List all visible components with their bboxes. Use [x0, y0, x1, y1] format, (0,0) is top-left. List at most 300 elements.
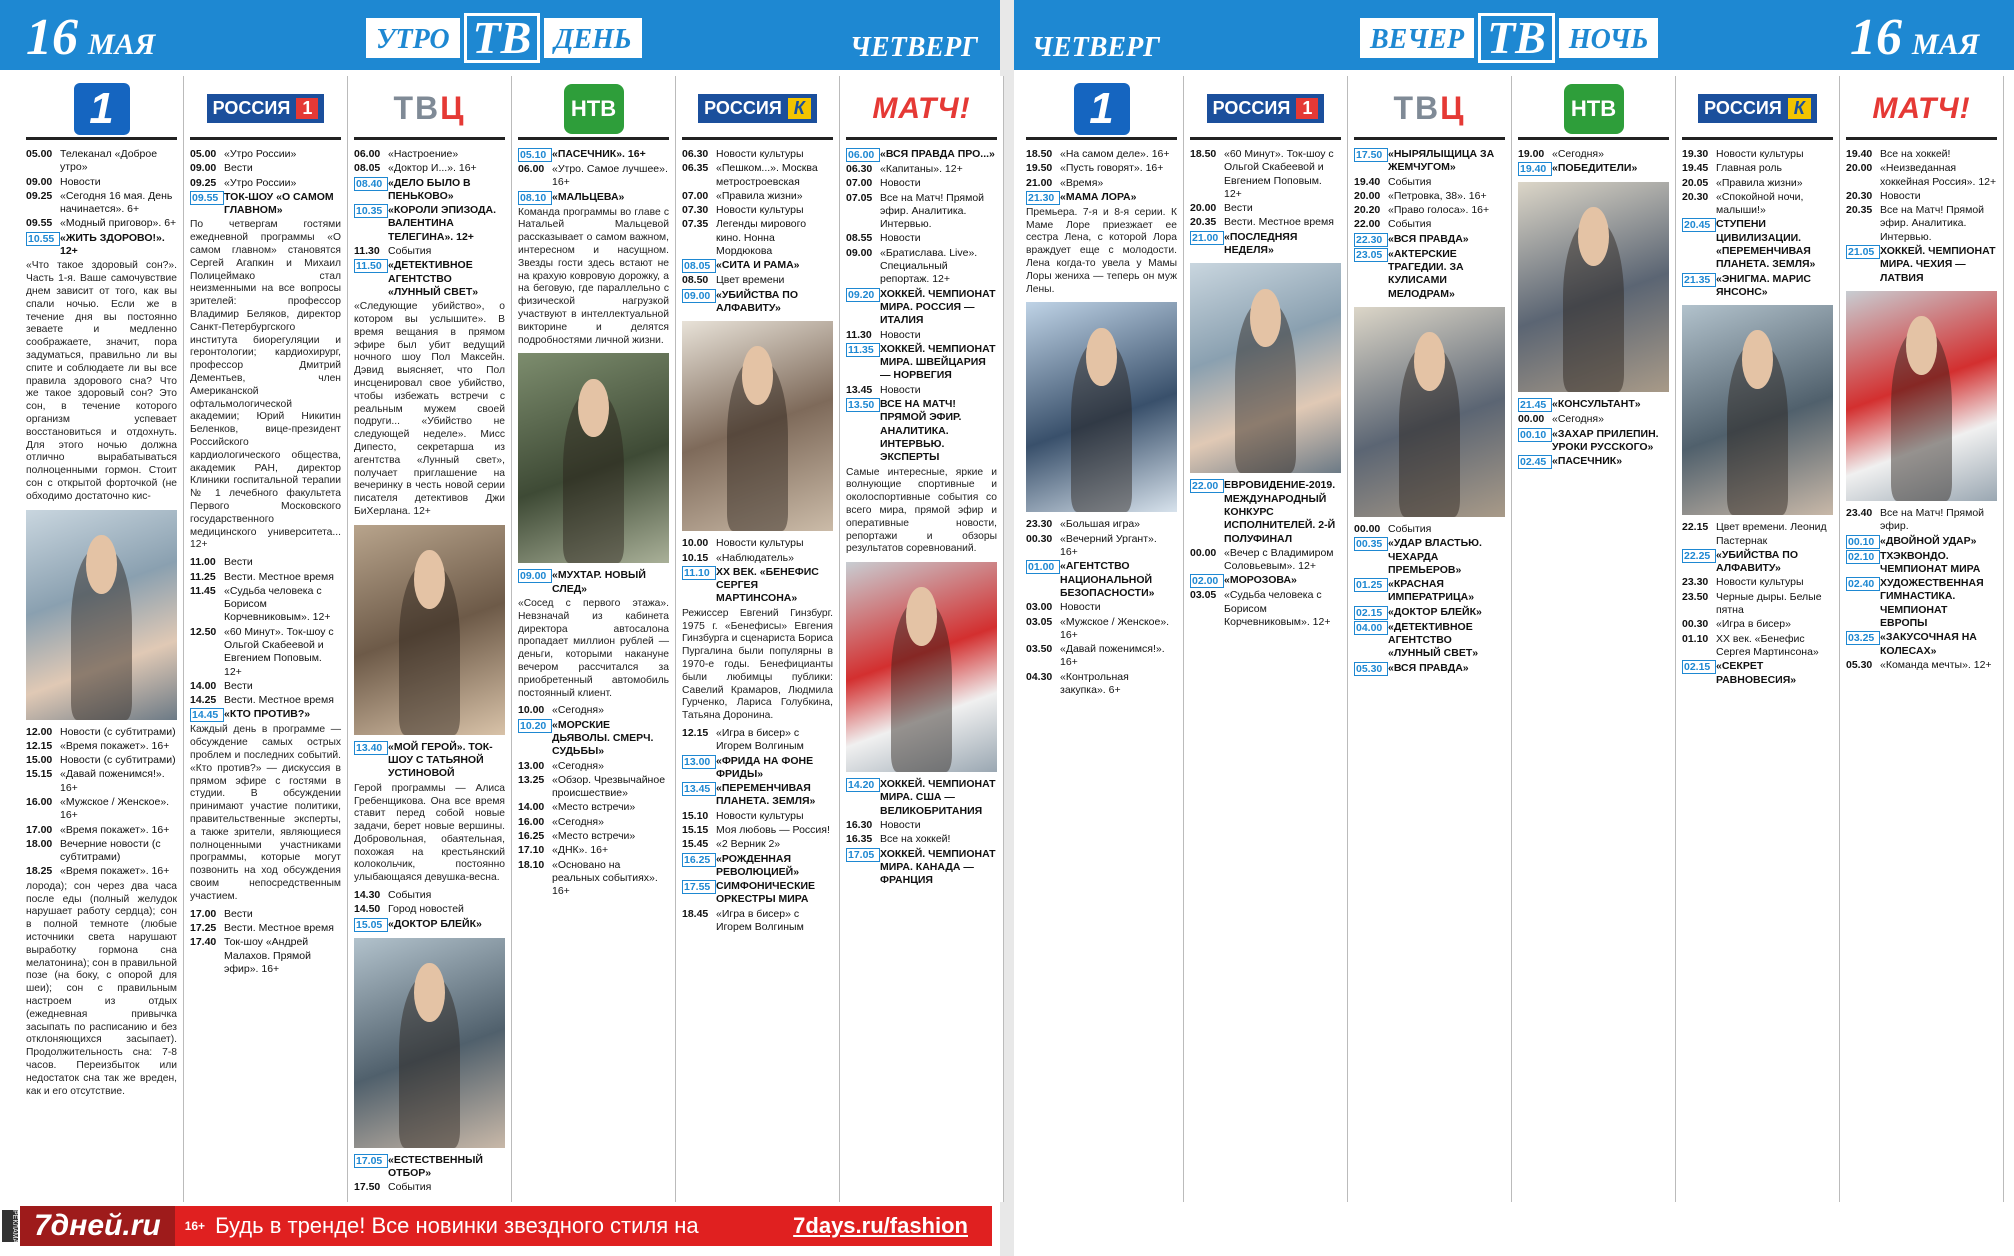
program-time: 16.00 — [518, 815, 545, 828]
program-photo — [1190, 263, 1341, 473]
program-row[interactable] — [26, 824, 177, 837]
ad-link[interactable]: 7days.ru/fashion — [793, 1213, 968, 1238]
program-row[interactable] — [1354, 248, 1505, 301]
program-title: «ПЕРЕМЕНЧИВАЯ ПЛАНЕТА. ЗЕМЛЯ» — [716, 782, 816, 808]
program-title: «Сегодня» — [552, 704, 604, 717]
program-row[interactable] — [1354, 621, 1505, 661]
program-time: 17.40 — [190, 936, 217, 949]
program-row[interactable] — [846, 848, 997, 888]
program-description: Премьера. 7-я и 8-я серии. К Маме Лоре приезжает ее сестра Лена, с которой Лора враждует еще с молодости. Лена когда-то увела у Мамы Лоры жениха — теперь он муж Лены. — [1026, 206, 1177, 295]
program-time: 10.20 — [518, 719, 552, 733]
program-row[interactable] — [190, 694, 341, 707]
program-row[interactable] — [354, 1154, 505, 1181]
channel-header — [1682, 80, 1833, 140]
program-list — [512, 144, 675, 898]
program-row[interactable] — [682, 853, 833, 880]
program-row[interactable] — [518, 844, 669, 857]
program-row[interactable] — [354, 204, 505, 244]
date-left — [26, 8, 155, 67]
program-row[interactable] — [1026, 191, 1177, 205]
program-row[interactable] — [1190, 547, 1341, 574]
program-row[interactable] — [518, 816, 669, 829]
program-row[interactable] — [1682, 218, 1833, 271]
program-time: 18.50 — [1026, 148, 1053, 160]
program-title: «ДОКТОР БЛЕЙК» — [388, 917, 482, 930]
program-list — [840, 144, 1003, 887]
program-title: «АКТЕРСКИЕ ТРАГЕДИИ. ЗА КУЛИСАМИ МЕЛОДРАМ» — [1388, 247, 1464, 300]
program-row[interactable] — [682, 190, 833, 203]
program-row[interactable] — [1518, 398, 1669, 412]
program-row[interactable] — [354, 245, 505, 258]
program-row[interactable] — [190, 571, 341, 584]
program-row[interactable] — [1354, 578, 1505, 605]
program-row[interactable] — [846, 163, 997, 176]
program-title: «МАЛЬЦЕВА» — [552, 190, 625, 203]
program-row[interactable] — [518, 774, 669, 801]
program-row[interactable] — [1682, 162, 1833, 175]
program-time: 12.15 — [682, 726, 709, 739]
program-row[interactable] — [682, 824, 833, 837]
program-row[interactable] — [1518, 428, 1669, 455]
program-time: 08.05 — [354, 162, 381, 175]
program-time: 14.00 — [190, 679, 217, 692]
program-row[interactable] — [518, 148, 669, 162]
program-row[interactable] — [190, 626, 341, 679]
program-row[interactable] — [518, 719, 669, 759]
date-month: МАЯ — [88, 28, 156, 61]
program-time: 05.30 — [1354, 662, 1388, 676]
program-row[interactable] — [1846, 577, 1997, 630]
program-row[interactable] — [26, 190, 177, 217]
program-row[interactable] — [1026, 643, 1177, 670]
program-row[interactable] — [1682, 660, 1833, 687]
program-title: Новости — [1060, 601, 1101, 614]
program-time: 14.00 — [518, 801, 545, 814]
program-row[interactable] — [1846, 245, 1997, 285]
program-row[interactable] — [682, 218, 833, 258]
program-time: 13.45 — [682, 782, 716, 796]
program-title: События — [388, 1181, 432, 1194]
program-title: «МУХТАР. НОВЫЙ СЛЕД» — [552, 569, 646, 595]
program-title: «ДНК». 16+ — [552, 844, 609, 857]
program-title: «ФРИДА НА ФОНЕ ФРИДЫ» — [716, 754, 814, 780]
channel-header — [1190, 80, 1341, 140]
program-time: 00.30 — [1026, 532, 1053, 545]
program-row[interactable] — [1518, 455, 1669, 469]
program-title: Легенды мирового кино. Нонна Мордюкова — [716, 218, 807, 258]
program-title: Цвет времени — [716, 274, 785, 287]
program-time: 19.40 — [1846, 148, 1873, 160]
program-row[interactable] — [1518, 413, 1669, 426]
program-time: 11.50 — [354, 259, 388, 273]
program-title: ХОККЕЙ. ЧЕМПИОНАТ МИРА. РОССИЯ — ИТАЛИЯ — [880, 287, 996, 327]
program-row[interactable] — [1354, 204, 1505, 217]
program-description: «Что такое здоровый сон?». Часть 1-я. Ваше самочувствие днем зависит от того, как вы спали ночью. Если же в течение дня вы постоянно зеваете и медленно соображаете, значит, пора задуматься, правильно ли вы спите и соблюдаете ли вы все правила здорового сна? Что же такое здоровый сон? Это сон, в течение которого организм успевает восстановиться и отдохнуть. Для этого ночью должна отлично вырабатываться полноценными гормон. Стоит сон с открытой форточкой (не обходимо достаточно кис- — [26, 260, 177, 502]
program-title: «2 Верник 2» — [716, 838, 781, 851]
program-row[interactable] — [190, 148, 341, 161]
program-row[interactable] — [354, 177, 505, 204]
program-row[interactable] — [846, 819, 997, 832]
program-row[interactable] — [354, 162, 505, 175]
program-row[interactable] — [1354, 190, 1505, 203]
program-title: Новости (с субтитрами) — [60, 725, 176, 738]
program-row[interactable] — [1026, 671, 1177, 698]
program-title: СТУПЕНИ ЦИВИЛИЗАЦИИ. «ПЕРЕМЕНЧИВАЯ ПЛАНЕТА. ЗЕМЛЯ» — [1716, 218, 1816, 271]
program-title: Новости культуры — [716, 809, 804, 822]
program-row[interactable] — [1026, 177, 1177, 190]
program-time: 20.05 — [1682, 176, 1709, 189]
program-time: 20.00 — [1846, 162, 1873, 175]
program-row[interactable] — [1354, 233, 1505, 247]
program-time: 22.25 — [1682, 549, 1716, 563]
program-row[interactable] — [846, 833, 997, 846]
program-time: 09.00 — [682, 289, 716, 303]
program-time: 09.55 — [190, 191, 224, 205]
program-row[interactable] — [682, 908, 833, 935]
program-time: 15.10 — [682, 809, 709, 822]
program-time: 17.50 — [1354, 148, 1388, 162]
program-row[interactable] — [26, 232, 177, 259]
program-time: 16.00 — [26, 796, 53, 808]
program-title: «ПОБЕДИТЕЛИ» — [1552, 162, 1638, 175]
program-title: «Пешком...». Москва метростроевская — [716, 162, 818, 188]
program-row[interactable] — [26, 740, 177, 753]
program-row[interactable] — [682, 727, 833, 754]
program-time: 04.30 — [1026, 670, 1053, 683]
channel-header — [190, 80, 341, 140]
program-row[interactable] — [1682, 148, 1833, 161]
program-time: 06.30 — [682, 148, 709, 160]
program-time: 18.10 — [518, 858, 545, 871]
program-row[interactable] — [1682, 591, 1833, 618]
program-row[interactable] — [1846, 535, 1997, 549]
logo-tv: ТВ — [1478, 13, 1555, 63]
program-title: Новости — [60, 175, 101, 188]
program-row[interactable] — [190, 680, 341, 693]
program-row[interactable] — [354, 259, 505, 299]
program-row[interactable] — [1190, 479, 1341, 545]
program-title: «Братислава. Live». Специальный репортаж. 12+ — [880, 246, 978, 286]
program-title: «Игра в бисер» — [1716, 618, 1791, 631]
channel-header — [846, 80, 997, 140]
program-time: 00.10 — [1518, 428, 1552, 442]
program-row[interactable] — [26, 754, 177, 767]
program-row[interactable] — [518, 859, 669, 899]
program-description: Самые интересные, яркие и волнующие спортивные и околоспортивные события со всего мира, прямой эфир и оперативные новости, репортажи и обзоры результатов соревнований. — [846, 466, 997, 555]
program-row[interactable] — [682, 552, 833, 565]
program-title: Новости культуры — [716, 537, 804, 550]
program-title: «На самом деле». 16+ — [1060, 148, 1170, 160]
program-row[interactable] — [190, 556, 341, 569]
logo-word-right: ДЕНЬ — [544, 18, 641, 58]
program-time: 10.35 — [354, 204, 388, 218]
program-title: «Мужское / Женское». 16+ — [1060, 615, 1170, 641]
program-row[interactable] — [1846, 631, 1997, 658]
program-row[interactable] — [518, 569, 669, 596]
program-row[interactable] — [846, 148, 997, 162]
program-row[interactable] — [846, 329, 997, 342]
match-logo: МАТЧ! — [872, 91, 971, 125]
program-row[interactable] — [1190, 202, 1341, 215]
rossiya-k-logo: РОССИЯ К — [698, 94, 817, 123]
program-title: «ДЕТЕКТИВНОЕ АГЕНТСТВО «ЛУННЫЙ СВЕТ» — [1388, 620, 1479, 660]
program-row[interactable] — [1354, 606, 1505, 620]
program-time: 07.00 — [846, 177, 873, 190]
program-row[interactable] — [1190, 216, 1341, 229]
program-row[interactable] — [26, 726, 177, 739]
program-row[interactable] — [518, 163, 669, 190]
program-title: «Основано на реальных событиях». 16+ — [552, 858, 658, 898]
program-row[interactable] — [682, 566, 833, 606]
program-row[interactable] — [846, 177, 997, 190]
program-row[interactable] — [1026, 533, 1177, 560]
program-row[interactable] — [26, 768, 177, 795]
program-row[interactable] — [682, 755, 833, 782]
program-row[interactable] — [682, 782, 833, 809]
channel-header — [518, 80, 669, 140]
rossiya1-logo: РОССИЯ 1 — [207, 94, 325, 123]
program-row[interactable] — [354, 889, 505, 902]
program-row[interactable] — [1846, 550, 1997, 577]
program-time: 07.35 — [682, 218, 709, 231]
program-title: Вести. Местное время — [224, 921, 334, 934]
program-time: 06.00 — [518, 163, 545, 175]
program-title: СИМФОНИЧЕСКИЕ ОРКЕСТРЫ МИРА — [716, 880, 816, 906]
program-row[interactable] — [1682, 549, 1833, 576]
program-description: «Следующие убийство», о котором вы услышите». В время вещания в прямом эфире был убит ведущий ночного шоу Пол Максейн. Дэвид выясняет, что Пол инсценировал свое убийство, чтобы избежать встречи с реальным мужем своей подруги... «Убийство не следующей неделе». Мисс Дипесто, секретарша из агентства «Лунный свет», получает приглашение на вечеринку в честь новой серии писателя детективов Джи БиХерлана. 12+ — [354, 301, 505, 518]
program-time: 03.05 — [1190, 589, 1217, 602]
program-list — [348, 144, 511, 1195]
program-row[interactable] — [1682, 618, 1833, 631]
program-row[interactable] — [26, 176, 177, 189]
program-row[interactable] — [26, 217, 177, 230]
program-row[interactable] — [1682, 191, 1833, 218]
program-row[interactable] — [682, 162, 833, 189]
program-time: 15.05 — [354, 918, 388, 932]
program-row[interactable] — [1846, 507, 1997, 534]
program-title: «АГЕНТСТВО НАЦИОНАЛЬНОЙ БЕЗОПАСНОСТИ» — [1060, 560, 1155, 599]
program-time: 06.00 — [354, 148, 381, 160]
program-row[interactable] — [518, 760, 669, 773]
program-row[interactable] — [190, 585, 341, 625]
program-row[interactable] — [1026, 601, 1177, 614]
program-row[interactable] — [26, 796, 177, 823]
ad-side-tag: РЕКЛАМА — [2, 1210, 18, 1242]
program-row[interactable] — [1026, 148, 1177, 161]
program-row[interactable] — [190, 936, 341, 976]
program-title: «ВСЯ ПРАВДА ПРО...» — [880, 148, 995, 160]
program-row[interactable] — [1682, 576, 1833, 589]
program-time: 04.00 — [1354, 621, 1388, 635]
program-row[interactable] — [846, 232, 997, 245]
channel-column — [1348, 76, 1512, 1202]
program-row[interactable] — [354, 1181, 505, 1194]
program-time: 15.15 — [682, 824, 709, 836]
program-row[interactable] — [682, 838, 833, 851]
program-row[interactable] — [1190, 148, 1341, 201]
program-description: По четвергам гостями ежедневной программы «О самом главном» становятся Сергей Агапкин и Михаил Полицеймако стал неизменными на все вопросы зрителей: профессор Владимир Беляков, директор Санкт-Петербургского института биорегуляции и геронтологии; кардиохирург, профессор Дмитрий Дементьев, член Американской офтальмологической академии; Юрий Никитин Беленков, вице-президент Российского кардиологического общества, академик РАН, директор Клиники госпитальной терапии № 1 лечебного факультета Первого Московского государственного медицинского университета... 12+ — [190, 219, 341, 551]
program-row[interactable] — [354, 918, 505, 932]
program-row[interactable] — [1846, 162, 1997, 189]
program-title: Новости культуры — [716, 148, 804, 160]
program-title: «Право голоса». 16+ — [1388, 204, 1490, 217]
program-row[interactable] — [354, 741, 505, 781]
program-time: 10.15 — [682, 551, 709, 564]
program-title: Ток-шоу «Андрей Малахов. Прямой эфир». 16+ — [224, 936, 311, 975]
program-title: «ПАСЕЧНИК» — [1552, 455, 1623, 468]
program-row[interactable] — [682, 148, 833, 161]
program-row[interactable] — [846, 288, 997, 328]
program-row[interactable] — [1026, 162, 1177, 175]
program-time: 02.45 — [1518, 455, 1552, 469]
program-row[interactable] — [1518, 162, 1669, 176]
logo-word-left: ВЕЧЕР — [1360, 18, 1474, 58]
program-row[interactable] — [846, 778, 997, 818]
program-title: «Доктор И...». 16+ — [388, 162, 477, 175]
program-row[interactable] — [190, 908, 341, 921]
program-title: Все на Матч! Прямой эфир. Аналитика. Интервью. — [880, 191, 985, 231]
ntv-logo: НТВ — [564, 84, 624, 134]
program-time: 00.00 — [1354, 522, 1381, 535]
program-time: 13.25 — [518, 773, 545, 786]
logo-word-right: НОЧЬ — [1559, 18, 1659, 58]
program-row[interactable] — [846, 343, 997, 383]
program-row[interactable] — [1682, 273, 1833, 300]
program-row[interactable] — [682, 880, 833, 907]
program-time: 22.00 — [1190, 479, 1224, 493]
program-row[interactable] — [1682, 521, 1833, 548]
program-title: События — [388, 889, 432, 902]
program-title: Вести. Местное время — [224, 570, 334, 583]
program-row[interactable] — [1354, 537, 1505, 577]
program-row[interactable] — [518, 830, 669, 843]
program-row[interactable] — [190, 708, 341, 722]
footer-ad-banner[interactable] — [20, 1206, 992, 1246]
program-row[interactable] — [26, 148, 177, 175]
program-time: 14.20 — [846, 778, 880, 792]
program-row[interactable] — [1190, 574, 1341, 588]
program-list — [1348, 144, 1511, 676]
program-row[interactable] — [1354, 218, 1505, 231]
program-row[interactable] — [354, 903, 505, 916]
program-row[interactable] — [1190, 231, 1341, 258]
program-row[interactable] — [1026, 616, 1177, 643]
program-row[interactable] — [354, 148, 505, 161]
program-time: 14.45 — [190, 708, 224, 722]
header-band-right — [1014, 0, 2014, 70]
program-row[interactable] — [1846, 659, 1997, 672]
program-title: ТХЭКВОНДО. ЧЕМПИОНАТ МИРА — [1880, 549, 1981, 575]
program-time: 11.35 — [846, 343, 880, 357]
program-title: Моя любовь — Россия! — [716, 824, 830, 836]
program-title: Новости — [880, 819, 921, 831]
program-title: «Модный приговор». 6+ — [60, 217, 177, 230]
program-title: «Сегодня» — [552, 759, 604, 772]
program-time: 19.30 — [1682, 148, 1709, 160]
channel-column — [20, 76, 184, 1202]
program-title: «РОЖДЕННАЯ РЕВОЛЮЦИЕЙ» — [716, 852, 800, 878]
program-row[interactable] — [518, 704, 669, 717]
program-row[interactable] — [846, 384, 997, 397]
channel-column — [840, 76, 1004, 1202]
program-title: «ДЕТЕКТИВНОЕ АГЕНТСТВО «ЛУННЫЙ СВЕТ» — [388, 259, 479, 298]
program-row[interactable] — [26, 838, 177, 865]
utro-tv-den-logo — [366, 12, 642, 63]
program-description: Каждый день в программе — обсуждение самых острых проблем и последних событий. «Кто против?» — дискуссия в прямом эфире с гостями в студии. В обсуждении принимают участие политики, правительственные эксперты, а также зрители, являющиеся полноценными участниками программы, которые могут позвонить на ход обсуждения своим непосредственным участием. — [190, 724, 341, 902]
program-row[interactable] — [682, 537, 833, 550]
program-title: Все на Матч! Прямой эфир. Аналитика. Интервью. — [1880, 204, 1985, 243]
program-row[interactable] — [682, 810, 833, 823]
program-row[interactable] — [190, 177, 341, 190]
program-row[interactable] — [846, 398, 997, 464]
date-number: 16 — [26, 9, 78, 66]
program-row[interactable] — [518, 801, 669, 814]
program-row[interactable] — [1354, 523, 1505, 536]
program-row[interactable] — [1354, 662, 1505, 676]
program-row[interactable] — [1190, 589, 1341, 629]
program-row[interactable] — [682, 289, 833, 316]
program-photo — [682, 321, 833, 531]
program-row[interactable] — [190, 191, 341, 218]
program-time: 14.25 — [190, 694, 217, 707]
program-time: 14.50 — [354, 903, 381, 916]
program-row[interactable] — [682, 204, 833, 217]
program-row[interactable] — [1026, 560, 1177, 600]
program-row[interactable] — [190, 162, 341, 175]
program-row[interactable] — [1682, 633, 1833, 660]
program-title: «КОНСУЛЬТАНТ» — [1552, 398, 1641, 411]
channel-column — [1184, 76, 1348, 1202]
program-row[interactable] — [518, 191, 669, 205]
program-time: 16.30 — [846, 819, 873, 831]
program-row[interactable] — [1354, 176, 1505, 189]
program-title: «Контрольная закупка». 6+ — [1060, 670, 1129, 697]
program-row[interactable] — [682, 274, 833, 287]
program-row[interactable] — [846, 247, 997, 287]
program-time: 20.30 — [1846, 189, 1873, 202]
program-title: «Давай поженимся!». 16+ — [60, 768, 165, 794]
program-row[interactable] — [1846, 204, 1997, 244]
program-row[interactable] — [1682, 177, 1833, 190]
program-title: «Сегодня 16 мая. День начинается». 6+ — [60, 189, 173, 216]
program-title: Все на Матч! Прямой эфир. — [1880, 506, 1985, 533]
program-row[interactable] — [1354, 148, 1505, 175]
program-time: 21.00 — [1190, 231, 1224, 245]
program-time: 19.45 — [1682, 162, 1709, 175]
program-time: 11.00 — [190, 556, 216, 569]
program-row[interactable] — [1518, 148, 1669, 161]
program-row[interactable] — [1846, 148, 1997, 161]
program-title: «УБИЙСТВА ПО АЛФАВИТУ» — [716, 288, 799, 314]
program-row[interactable] — [26, 865, 177, 878]
program-row[interactable] — [190, 922, 341, 935]
channel-header — [1354, 80, 1505, 140]
program-row[interactable] — [1846, 190, 1997, 203]
program-title: «Давай поженимся!». 16+ — [1060, 643, 1165, 669]
program-title: «Время покажет». 16+ — [60, 823, 170, 836]
program-title: ЕВРОВИДЕНИЕ-2019. МЕЖДУНАРОДНЫЙ КОНКУРС ИСПОЛНИТЕЛЕЙ. 2-Й ПОЛУФИНАЛ — [1224, 479, 1336, 545]
program-row[interactable] — [1026, 518, 1177, 531]
program-time: 20.30 — [1682, 190, 1709, 203]
program-time: 01.10 — [1682, 632, 1709, 645]
program-time: 20.45 — [1682, 218, 1716, 232]
program-time: 16.25 — [682, 853, 716, 867]
program-row[interactable] — [682, 259, 833, 273]
program-title: «НЫРЯЛЫЩИЦА ЗА ЖЕМЧУГОМ» — [1388, 148, 1495, 174]
program-title: «ВСЯ ПРАВДА» — [1388, 661, 1469, 674]
program-time: 23.30 — [1682, 576, 1709, 589]
program-row[interactable] — [846, 192, 997, 232]
